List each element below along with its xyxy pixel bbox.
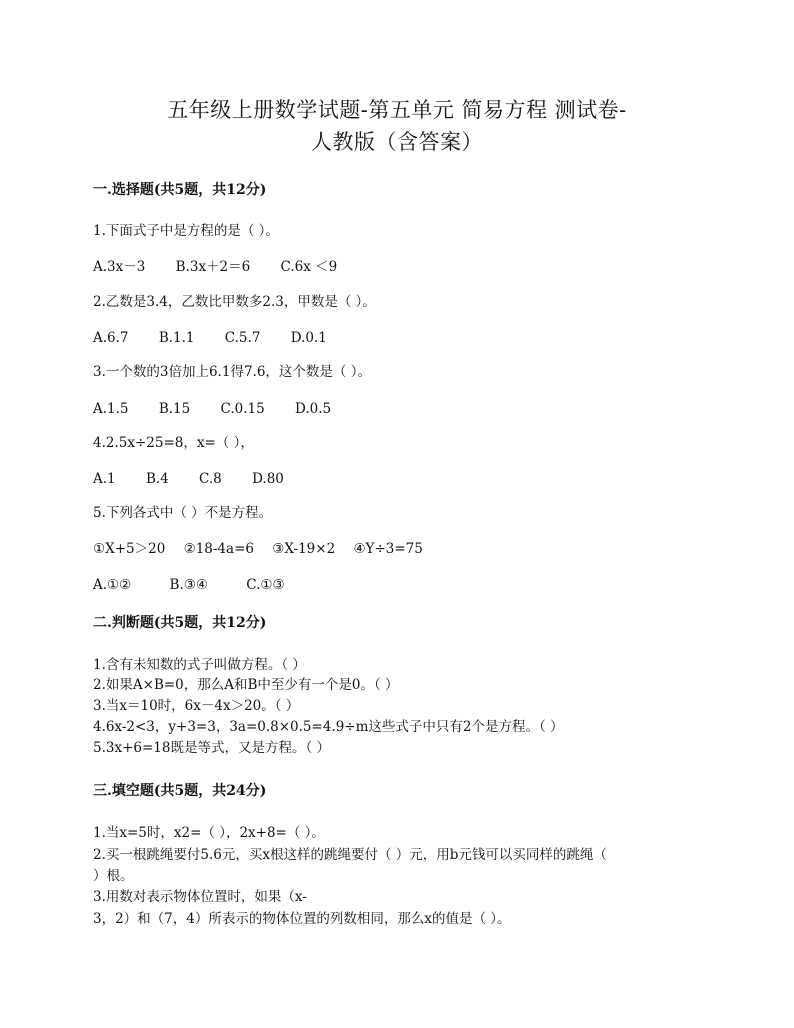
option: A.①② (93, 577, 132, 593)
option: B.4 (145, 471, 169, 487)
judgement-item: 4.6x-2<3，y+3=3，3a=0.8×0.5=4.9÷m这些式子中只有2个是方程。（ ） (93, 719, 564, 735)
question-text: 1.下面式子中是方程的是（ ）。 (93, 223, 279, 239)
question-expressions (93, 540, 423, 558)
question-options (93, 470, 284, 488)
option: C.0.15 (220, 401, 265, 417)
question-options (93, 329, 327, 347)
fill-item: 2.买一根跳绳要付5.6元，买x根这样的跳绳要付（ ）元，用b元钱可以买同样的跳绳（ (93, 847, 607, 863)
question-text: 4.2.5x÷25=8，x=（ ）， (93, 435, 254, 451)
judgement-item: 2.如果A×B=0，那么A和B中至少有一个是0。（ ） (93, 677, 399, 693)
judgement-item: 1.含有未知数的式子叫做方程。（ ） (93, 657, 306, 673)
question-options (93, 258, 337, 276)
section3-heading: 三.填空题(共5题，共24分) (93, 783, 267, 799)
option: A.1 (93, 471, 116, 487)
option: D.0.5 (295, 401, 332, 417)
option: A.6.7 (93, 330, 129, 346)
question-text: 5.下列各式中（ ）不是方程。 (93, 505, 273, 521)
option: ②18-4a=6 (183, 541, 254, 557)
option: ③X-19×2 (272, 541, 336, 557)
option: C.5.7 (224, 330, 261, 346)
option: B.③④ (169, 577, 208, 593)
option: D.0.1 (290, 330, 327, 346)
section2-heading: 二.判断题(共5题，共12分) (93, 615, 267, 631)
option: B.1.1 (158, 330, 195, 346)
option: ①X+5＞20 (93, 541, 166, 557)
fill-item: 3.用数对表示物体位置时，如果（x- (93, 889, 307, 905)
page-title-line1: 五年级上册数学试题-第五单元 简易方程 测试卷- (167, 98, 627, 122)
option: ④Y÷3=75 (353, 541, 423, 557)
option: B.15 (158, 401, 191, 417)
judgement-item: 3.当x＝10时，6x－4x＞20。（ ） (93, 698, 300, 714)
question-options (93, 576, 285, 594)
judgement-item: 5.3x+6=18既是等式，又是方程。（ ） (93, 740, 331, 756)
page-title-line2: 人教版（含答案） (311, 130, 483, 154)
option: D.80 (252, 471, 284, 487)
option: A.3x－3 (93, 259, 146, 275)
option: C.8 (199, 471, 222, 487)
question-text: 3.一个数的3倍加上6.1得7.6，这个数是（ ）。 (93, 364, 371, 380)
option: C.①③ (246, 577, 285, 593)
option: B.3x＋2＝6 (175, 259, 251, 275)
fill-item-continuation: 3，2）和（7，4）所表示的物体位置的列数相同，那么x的值是（ ）。 (93, 911, 511, 927)
option: A.1.5 (93, 401, 129, 417)
fill-item-continuation: ）根。 (93, 868, 134, 884)
question-text: 2.乙数是3.4，乙数比甲数多2.3，甲数是（ ）。 (93, 294, 376, 310)
question-options (93, 400, 331, 418)
section1-heading: 一.选择题(共5题，共12分) (93, 182, 267, 198)
fill-item: 1.当x=5时，x2=（ ），2x+8=（ ）。 (93, 825, 325, 841)
option: C.6x ＜9 (280, 259, 338, 275)
